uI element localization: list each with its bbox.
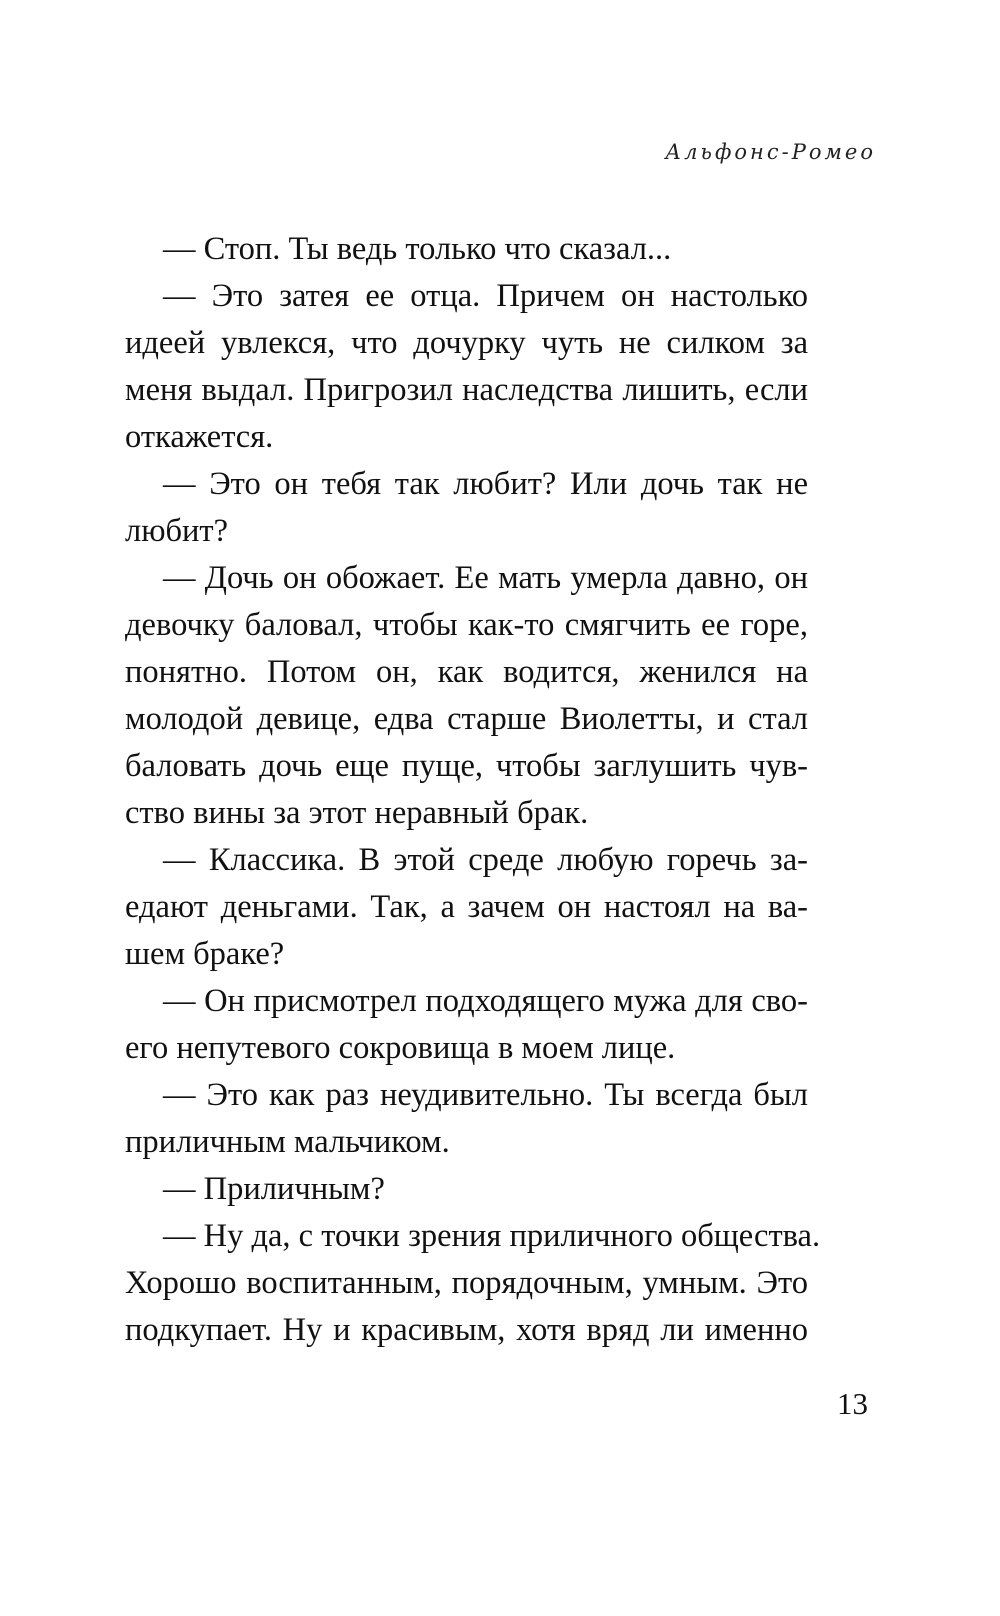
text-line: баловать дочь еще пуще, чтобы заглушить чув-: [125, 748, 808, 784]
text-line: — Ну да, с точки зрения приличного общества.: [163, 1218, 821, 1254]
body-text: [125, 226, 821, 1354]
text-line: Хорошо воспитанным, порядочным, умным. Это: [125, 1265, 808, 1301]
text-line: его непутевого сокровища в моем лице.: [125, 1030, 676, 1066]
running-head: Альфонс-Ромео: [665, 140, 876, 164]
text-line: — Это затея ее отца. Причем он настолько: [163, 278, 808, 314]
text-line: — Это как раз неудивительно. Ты всегда был: [163, 1077, 808, 1113]
text-line: любит?: [125, 513, 229, 549]
text-line: — Классика. В этой среде любую горечь за-: [163, 842, 808, 878]
text-line: ство вины за этот неравный брак.: [125, 795, 589, 831]
page-number: 13: [837, 1386, 868, 1421]
text-line: шем браке?: [125, 936, 285, 972]
text-line: откажется.: [125, 419, 274, 455]
text-line: понятно. Потом он, как водится, женился на: [125, 654, 808, 690]
text-line: — Дочь он обожает. Ее мать умерла давно, он: [163, 560, 808, 596]
text-line: — Это он тебя так любит? Или дочь так не: [163, 466, 808, 502]
text-line: идеей увлекся, что дочурку чуть не силком за: [125, 325, 808, 361]
text-line: едают деньгами. Так, а зачем он настоял на ва-: [125, 889, 808, 925]
text-line: — Стоп. Ты ведь только что сказал...: [163, 231, 672, 267]
text-line: молодой девице, едва старше Виолетты, и стал: [125, 701, 808, 737]
text-line: — Приличным?: [163, 1171, 385, 1207]
text-line: девочку баловал, чтобы как-то смягчить ее горе,: [125, 607, 808, 643]
text-line: — Он присмотрел подходящего мужа для сво-: [163, 983, 808, 1019]
text-line: подкупает. Ну и красивым, хотя вряд ли именно: [125, 1312, 808, 1348]
text-line: меня выдал. Пригрозил наследства лишить, если: [125, 372, 808, 408]
text-line: приличным мальчиком.: [125, 1124, 450, 1160]
